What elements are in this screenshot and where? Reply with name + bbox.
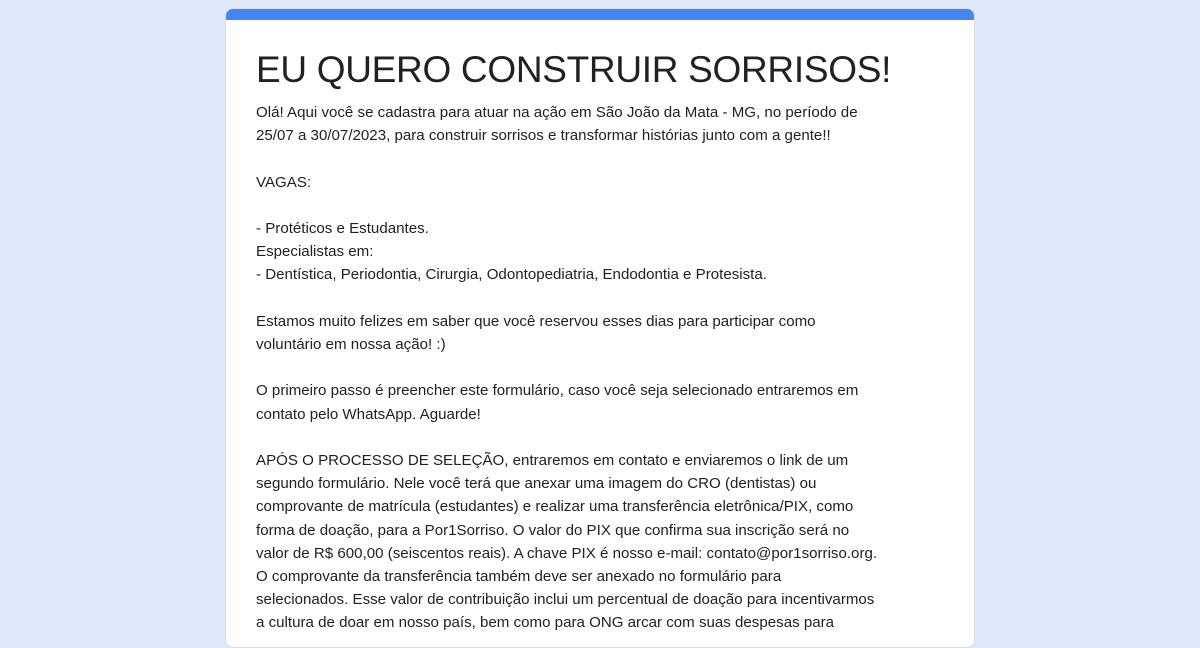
description-line: O primeiro passo é preencher este formulário, caso você seja selecionado entraremos em [256,382,859,400]
description-line: segundo formulário. Nele você terá que anexar uma imagem do CRO (dentistas) ou [256,475,817,493]
description-line: voluntário em nossa ação! :) [256,335,446,353]
description-spacer [256,147,944,170]
form-title: EU QUERO CONSTRUIR SORRISOS! [256,49,892,90]
description-line: a cultura de doar em nosso país, bem como para ONG arcar com suas despesas para [256,614,835,632]
description-line: O comprovante da transferência também deve ser anexado no formulário para [256,567,782,585]
description-line: Olá! Aqui você se cadastra para atuar na ação em São João da Mata - MG, no período de [256,104,858,121]
description-spacer [256,194,944,217]
description-spacer [256,356,944,379]
description-line: forma de doação, para a Por1Sorriso. O valor do PIX que confirma sua inscrição será no [256,521,850,539]
form-header-card [225,8,975,648]
form-accent-bar [226,9,974,20]
description-line: VAGAS: [256,173,312,191]
description-line: contato pelo WhatsApp. Aguarde! [256,405,481,423]
description-line: 25/07 a 30/07/2023, para construir sorrisos e transformar histórias junto com a gente!! [256,127,831,145]
description-spacer [256,426,944,449]
description-line: comprovante de matrícula (estudantes) e realizar uma transferência eletrônica/PIX, como [256,498,854,516]
description-line: APÓS O PROCESSO DE SELEÇÃO, entraremos em contato e enviaremos o link de um [256,451,849,469]
form-header-content [226,20,974,635]
form-description [256,101,944,635]
description-line: selecionados. Esse valor de contribuição inclui um percentual de doação para incentivarmos [256,591,875,609]
description-line: Estamos muito felizes em saber que você reservou esses dias para participar como [256,312,816,330]
description-line: Especialistas em: [256,243,374,261]
description-line: valor de R$ 600,00 (seiscentos reais). A chave PIX é nosso e-mail: contato@por1sorriso.org. [256,544,878,562]
description-line: - Dentística, Periodontia, Cirurgia, Odontopediatria, Endodontia e Protesista. [256,266,767,284]
description-line: - Protéticos e Estudantes. [256,219,429,237]
description-spacer [256,287,944,310]
